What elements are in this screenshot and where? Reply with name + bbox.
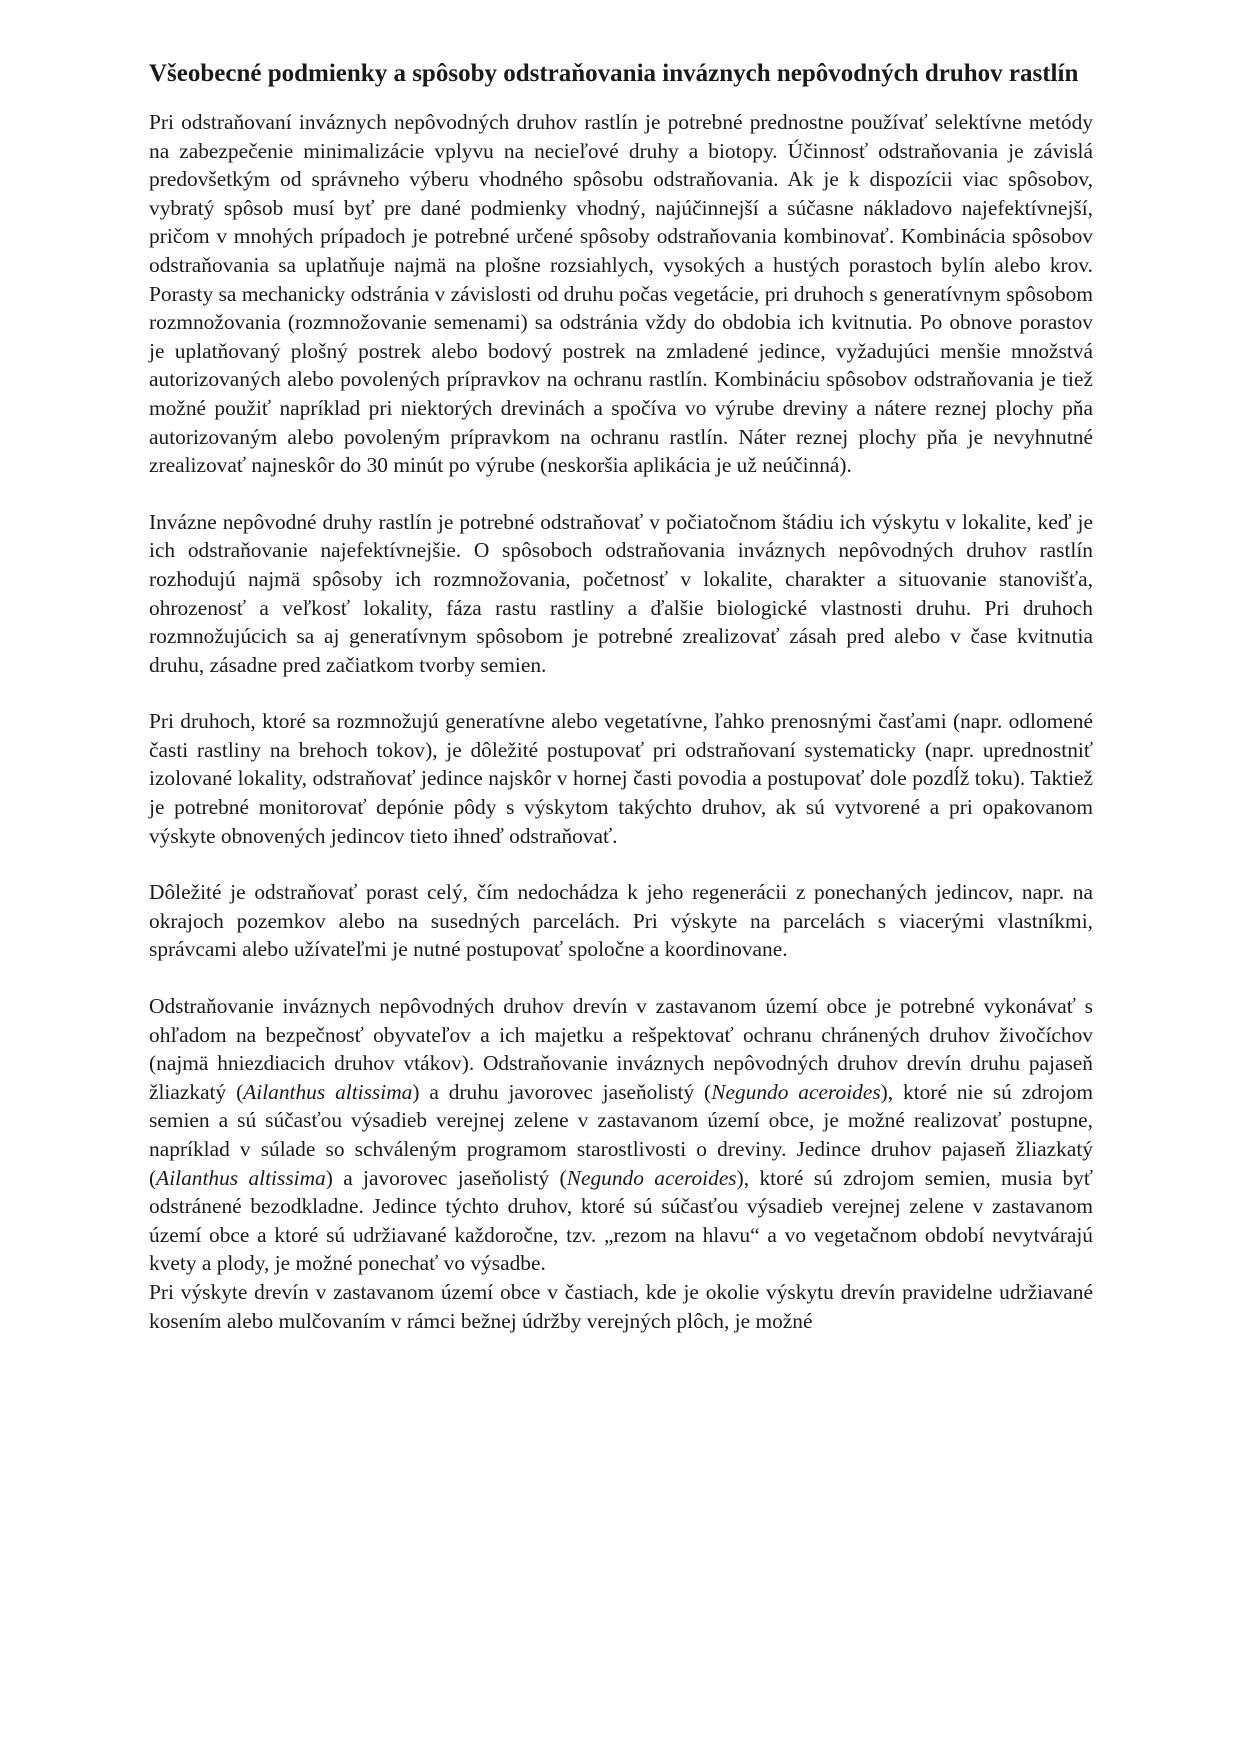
paragraph-early-stage-removal: Invázne nepôvodné druhy rastlín je potrebné odstraňovať v počiatočnom štádiu ich výskytu v lokalite, keď je ich odstraňovanie najefektívnejšie. O spôsoboch odstraňovania inváznych nepôvodných druhov rastlín rozhodujú najmä spôsoby ich rozmnožovania, početnosť v lokalite, charakter a situovanie stanovišťa, ohrozenosť a veľkosť lokality, fáza rastu rastliny a ďalšie biologické vlastnosti druhu. Pri druhoch rozmnožujúcich sa aj generatívnym spôsobom je potrebné zrealizovať zásah pred alebo v čase kvitnutia druhu, zásadne pred začiatkom tvorby semien. <box>149 509 1093 677</box>
paragraph-text: ), ktoré sú zdrojom semien, musia byť odstránené bezodkladne. Jedince týchto druhov, ktoré sú súčasťou výsadieb verejnej zelene v zastavanom území obce a ktoré sú udržiavané každoročne, tzv. „rezom na hlavu“ a vo vegetačnom období nevytvárajú kvety a plody, je možné ponechať vo výsadbe. <box>149 1165 1093 1276</box>
paragraph-whole-stand-removal: Dôležité je odstraňovať porast celý, čím nedochádza k jeho regenerácii z ponechaných jedincov, napr. na okrajoch pozemkov alebo na susedných parcelách. Pri výskyte na parcelách s viacerými vlastníkmi, správcami alebo užívateľmi je nutné postupovať spoločne a koordinovane. <box>149 880 1093 962</box>
document-title: Všeobecné podmienky a spôsoby odstraňovania inváznych nepôvodných druhov rastlín <box>149 60 1079 87</box>
paragraph-systematic-removal: Pri druhoch, ktoré sa rozmnožujú generatívne alebo vegetatívne, ľahko prenosnými časťami (napr. odlomené časti rastliny na brehoch tokov), je dôležité postupovať pri odstraňovaní systematicky (napr. uprednostniť izolované lokality, odstraňovať jedince najskôr v hornej časti povodia a postupovať dole pozdĺž toku). Taktiež je potrebné monitorovať depónie pôdy s výskytom takýchto druhov, ak sú vytvorené a pri opakovanom výskyte obnovených jedincov tieto ihneď odstraňovať. <box>149 709 1093 848</box>
species-latin-name: Ailanthus altissima <box>243 1079 413 1104</box>
document-page <box>149 58 1093 1335</box>
species-latin-name: Negundo aceroides <box>566 1165 737 1190</box>
species-latin-name: Ailanthus altissima <box>156 1165 326 1190</box>
paragraph-text: Odstraňovanie inváznych nepôvodných druhov drevín v zastavanom území obce je potrebné vykonávať s ohľadom na bezpečnosť obyvateľov a ich majetku a rešpektovať ochranu chránených druhov živočíchov (najmä hniezdiacich druhov vtákov). Odstraňovanie inváznych nepôvodných druhov drevín druhu pajaseň žliazkatý ( <box>149 994 1093 1104</box>
paragraph-text: ), ktoré nie sú zdrojom semien a sú súčasťou výsadieb verejnej zelene v zastavanom území obce, je možné realizovať postupne, napríklad v súlade so schváleným programom starostlivosti o dreviny. Jedince druhov pajaseň žliazkatý ( <box>149 1079 1094 1190</box>
species-latin-name: Negundo aceroides <box>711 1079 881 1104</box>
paragraph-urban-woody-species <box>149 992 1093 1278</box>
paragraph-text: ) a druhu javorovec jaseňolistý ( <box>412 1079 712 1104</box>
paragraph-selective-methods: Pri odstraňovaní inváznych nepôvodných druhov rastlín je potrebné prednostne používať selektívne metódy na zabezpečenie minimalizácie vplyvu na necieľové druhy a biotopy. Účinnosť odstraňovania je závislá predovšetkým od správneho výberu vhodného spôsobu odstraňovania. Ak je k dispozícii viac spôsobov, vybratý spôsob musí byť pre dané podmienky vhodný, najúčinnejší a súčasne nákladovo najefektívnejší, pričom v mnohých prípadoch je potrebné určené spôsoby odstraňovania kombinovať. Kombinácia spôsobov odstraňovania sa uplatňuje najmä na plošne rozsiahlych, vysokých a hustých porastoch bylín alebo krov. Porasty sa mechanicky odstránia v závislosti od druhu počas vegetácie, pri druhoch s generatívnym spôsobom rozmnožovania (rozmnožovanie semenami) sa odstránia vždy do obdobia ich kvitnutia. Po obnove porastov je uplatňovaný plošný postrek alebo bodový postrek na zmladené jedince, vyžadujúci menšie množstvá autorizovaných alebo povolených prípravkov na ochranu rastlín. Kombináciu spôsobov odstraňovania je tiež možné použiť napríklad pri niektorých drevinách a spočíva vo výrube dreviny a nátere reznej plochy pňa autorizovaným alebo povoleným prípravkom na ochranu rastlín. Náter reznej plochy pňa je nevyhnutné zrealizovať najneskôr do 30 minút po výrube (neskoršia aplikácia je už neúčinná). <box>149 110 1093 478</box>
paragraph-text: ) a javorovec jaseňolistý ( <box>325 1165 567 1190</box>
paragraph-maintained-areas: Pri výskyte drevín v zastavanom území obce v častiach, kde je okolie výskytu drevín pravidelne udržiavané kosením alebo mulčovaním v rámci bežnej údržby verejných plôch, je možné <box>149 1279 1093 1333</box>
